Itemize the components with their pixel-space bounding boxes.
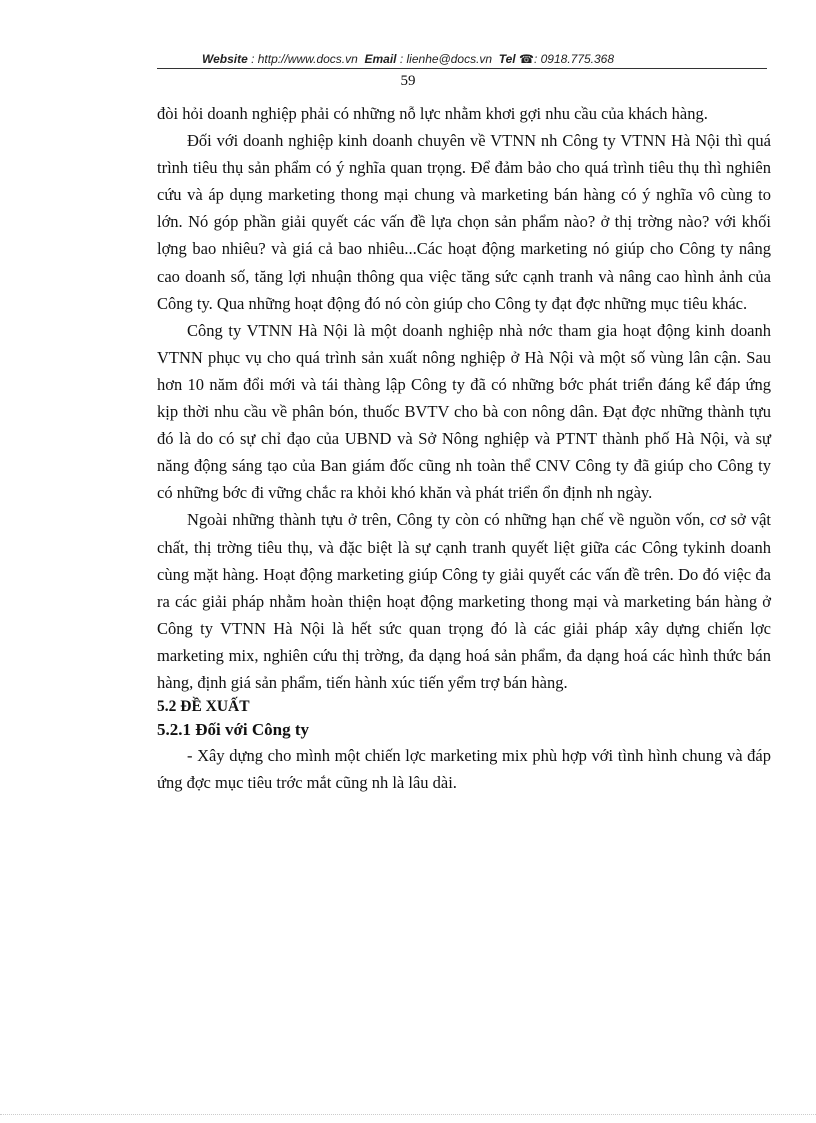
website-label: Website: [201, 52, 248, 66]
page-header: [0, 52, 816, 66]
page-bottom-border: [0, 1114, 816, 1115]
tel-label: Tel: [498, 52, 516, 66]
phone-icon: ☎: [519, 52, 534, 66]
page-number: 59: [400, 73, 416, 89]
paragraph-1: đòi hỏi doanh nghiệp phải có những nỗ lực nhằm khơi gợi nhu cầu của khách hàng.: [157, 104, 708, 123]
paragraph-3: Công ty VTNN Hà Nội là một doanh nghiệp nhà nớc tham gia hoạt động kinh doanh VTNN phục vụ cho quá trình sản xuất nông nghiệp ở Hà Nội và một số vùng lân cận. Sau hơn 10 năm đổi mới và tái thàng lập Công ty đã có những bớc phát triển đáng kể đáp ứng kịp thời nhu cầu về phân bón, thuốc BVTV cho bà con nông dân. Đạt đợc những thành tựu đó là do có sự chỉ đạo của UBND và Sở Nông nghiệp và PTNT thành phố Hà Nội, và sự năng động sáng tạo của Ban giám đốc cũng nh toàn thể CNV Công ty đã giúp cho Công ty có những bớc đi vững chắc ra khỏi khó khăn và phát triển ổn định nh ngày.: [157, 320, 771, 503]
header-divider: [157, 68, 767, 69]
paragraph-2: Đối với doanh nghiệp kinh doanh chuyên về VTNN nh Công ty VTNN Hà Nội thì quá trình tiêu thụ sản phẩm có ý nghĩa quan trọng. Để đảm bảo cho quá trình tiêu thụ thì nghiên cứu và áp dụng marketing thong mại chung và marketing bán hàng có ý nghĩa vô cùng to lớn. Nó góp phần giải quyết các vấn đề lựa chọn sản phẩm nào? ở thị trờng nào? với khối lợng bao nhiêu? và giá cả bao nhiêu...Các hoạt động marketing nó giúp cho Công ty nâng cao doanh số, tăng lợi nhuận thông qua việc tăng sức cạnh tranh và nâng cao hình ảnh của Công ty. Qua những hoạt động đó nó còn giúp cho Công ty đạt đợc những mục tiêu khác.: [157, 131, 771, 313]
email-label: Email: [364, 52, 397, 66]
website-value[interactable]: : http://www.docs.vn: [251, 52, 358, 66]
paragraph-4: Ngoài những thành tựu ở trên, Công ty còn có những hạn chế về nguồn vốn, cơ sở vật chất, thị trờng tiêu thụ, và đặc biệt là sự cạnh tranh quyết liệt giữa các Công tykinh doanh cùng mặt hàng. Hoạt động marketing giúp Công ty giải quyết các vấn đề trên. Do đó việc đa ra các giải pháp nhằm hoàn thiện hoạt động marketing thong mại và marketing bán hàng ở Công ty VTNN Hà Nội là hết sức quan trọng đó là các giải pháp xây dựng chiến lợc marketing mix, nghiên cứu thị trờng, đa dạng hoá sản phẩm, đa dạng hoá các hình thức bán hàng, định giá sản phẩm, tiến hành xúc tiến yểm trợ bán hàng.: [157, 510, 771, 692]
email-value[interactable]: : lienhe@docs.vn: [399, 52, 493, 66]
document-body: [157, 100, 771, 796]
section-heading: 5.2 ĐỀ XUẤT: [157, 698, 250, 716]
subsection-heading: 5.2.1 Đối với Công ty: [157, 720, 310, 740]
tel-value: : 0918.775.368: [533, 52, 615, 66]
paragraph-5: - Xây dựng cho mình một chiến lợc marketing mix phù hợp với tình hình chung và đáp ứng đợc mục tiêu trớc mắt cũng nh là lâu dài.: [157, 746, 771, 793]
